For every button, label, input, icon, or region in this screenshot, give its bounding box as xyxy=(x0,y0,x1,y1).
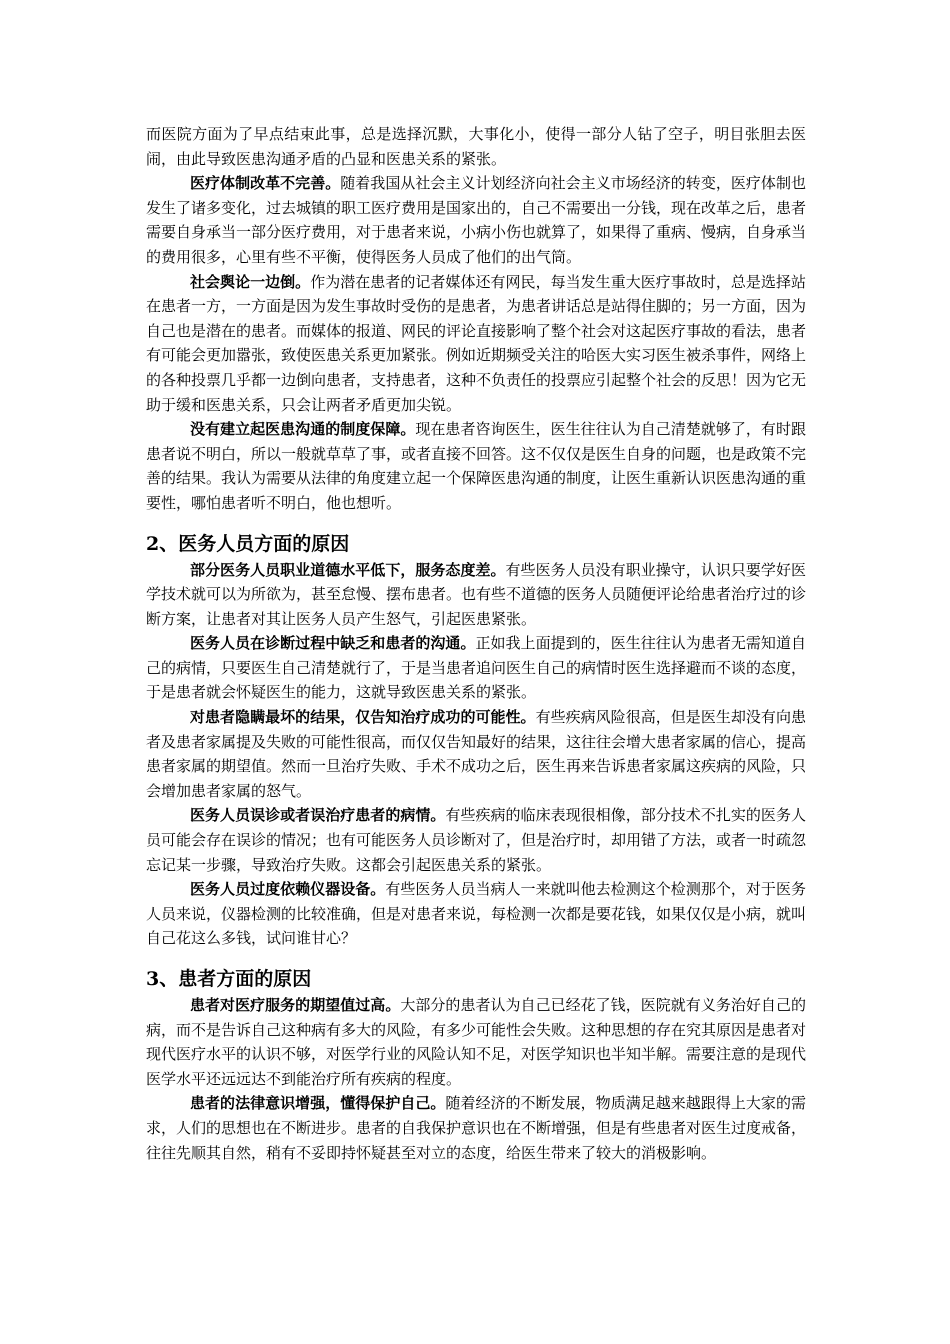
paragraph-lead: 患者的法律意识增强，懂得保护自己。 xyxy=(190,1094,446,1113)
section-heading-medical-staff: 2、医务人员方面的原因 xyxy=(146,532,350,555)
paragraph-legal-awareness xyxy=(146,1091,806,1165)
paragraph-body: 有些医务人员没有职业操守，认识只要学好医学技术就可以为所欲为，甚至怠慢、摆布患者。也有些不道德的医务人员随便评论给患者治疗过的诊断方案，让患者对其让医务人员产生怒气，引起医患紧张。 xyxy=(146,560,807,628)
paragraph-body: 随着我国从社会主义计划经济向社会主义市场经济的转变，医疗体制也发生了诸多变化，过去城镇的职工医疗费用是国家出的，自己不需要出一分钱，现在改革之后，患者需要自身承当一部分医疗费用，对于患者来说，小病小伤也就算了，如果得了重病、慢病，自身承当的费用很多，心里有些不平衡，使得医务人员成了他们的出气筒。 xyxy=(146,174,807,266)
paragraph-body: 正如我上面提到的，医生往往认为患者无需知道自己的病情，只要医生自己清楚就行了，于是当患者追问医生自己的病情时医生选择避而不谈的态度，于是患者就会怀疑医生的能力，这就导致医患关系的紧张。 xyxy=(146,634,807,702)
paragraph-body: 随着经济的不断发展，物质满足越来越跟得上大家的需求，人们的思想也在不断进步。患者的自我保护意识也在不断增强，但是有些患者对医生过度戒备，往往先顺其自然，稍有不妥即持怀疑甚至对立的态度，给医生带来了较大的消极影响。 xyxy=(146,1094,807,1162)
section-spacer xyxy=(146,951,806,965)
paragraph-lead: 没有建立起医患沟通的制度保障。 xyxy=(190,420,416,439)
paragraph-lead: 医务人员误诊或者误治疗患者的病情。 xyxy=(190,806,446,825)
paragraph-lead: 患者对医疗服务的期望值过高。 xyxy=(190,996,401,1014)
paragraph-lead: 社会舆论一边倒。 xyxy=(190,272,311,291)
paragraph-expectations xyxy=(146,993,806,1091)
paragraph-communication-system xyxy=(146,417,806,515)
paragraph-hiding-risk xyxy=(146,705,806,803)
paragraph-lead: 医疗体制改革不完善。 xyxy=(190,174,341,193)
paragraph-healthcare-reform xyxy=(146,171,806,269)
intro-body: 而医院方面为了早点结束此事，总是选择沉默，大事化小，使得一部分人钻了空子，明目张胆去医闹，由此导致医患沟通矛盾的凸显和医患关系的紧张。 xyxy=(146,125,806,168)
paragraph-body: 作为潜在患者的记者媒体还有网民，每当发生重大医疗事故时，总是选择站在患者一方，一方面是因为发生事故时受伤的是患者，为患者讲话总是站得住脚的；另一方面，因为自己也是潜在的患者。而媒体的报道、网民的评论直接影响了整个社会对这起医疗事故的看法，患者有可能会更加嚣张，致使医患关系更加紧张。例如近期频受关注的哈医大实习医生被杀事件，网络上的各种投票几乎都一边倒向患者，支持患者，这种不负责任的投票应引起整个社会的反思！因为它无助于缓和医患关系，只会让两者矛盾更加尖锐。 xyxy=(146,272,807,414)
paragraph-diagnosis-communication xyxy=(146,631,806,705)
section-spacer xyxy=(146,516,806,530)
document-page xyxy=(146,122,806,1165)
paragraph-lead: 医务人员过度依赖仪器设备。 xyxy=(190,880,386,899)
paragraph-lead: 医务人员在诊断过程中缺乏和患者的沟通。 xyxy=(190,634,476,653)
paragraph-public-opinion xyxy=(146,270,806,418)
section-heading-patients: 3、患者方面的原因 xyxy=(146,968,312,990)
paragraph-misdiagnosis xyxy=(146,803,806,877)
paragraph-ethics xyxy=(146,558,806,632)
paragraph-equipment-reliance xyxy=(146,877,806,951)
paragraph-body: 有些疾病的临床表现很相像，部分技术不扎实的医务人员可能会存在误诊的情况；也有可能医务人员诊断对了，但是治疗时，却用错了方法，或者一时疏忽忘记某一步骤，导致治疗失败。这都会引起医患关系的紧张。 xyxy=(146,806,807,874)
paragraph-lead: 部分医务人员职业道德水平低下，服务态度差。 xyxy=(190,560,506,579)
paragraph-body: 大部分的患者认为自己已经花了钱，医院就有义务治好自己的病，而不是告诉自己这种病有多大的风险，有多少可能性会失败。这种思想的存在究其原因是患者对现代医疗水平的认识不够，对医学行业的风险认知不足，对医学知识也半知半解。需要注意的是现代医学水平还远远达不到能治疗所有疾病的程度。 xyxy=(146,996,807,1088)
paragraph-body: 有些疾病风险很高，但是医生却没有向患者及患者家属提及失败的可能性很高，而仅仅告知最好的结果，这往往会增大患者家属的信心，提高患者家属的期望值。然而一旦治疗失败、手术不成功之后，医生再来告诉患者家属这疾病的风险，只会增加患者家属的怒气。 xyxy=(146,708,807,800)
paragraph-lead: 对患者隐瞒最坏的结果，仅告知治疗成功的可能性。 xyxy=(190,708,536,727)
paragraph-body: 有些医务人员当病人一来就叫他去检测这个检测那个，对于医务人员来说，仪器检测的比较准确，但是对患者来说，每检测一次都是要花钱，如果仅仅是小病，就叫自己花这么多钱，试问谁甘心？ xyxy=(146,880,807,948)
intro-paragraph xyxy=(146,122,806,171)
paragraph-body: 现在患者咨询医生，医生往往认为自己清楚就够了，有时跟患者说不明白，所以一般就草草了事，或者直接不回答。这不仅仅是医生自身的问题，也是政策不完善的结果。我认为需要从法律的角度建立起一个保障医患沟通的制度，让医生重新认识医患沟通的重要性，哪怕患者听不明白，他也想听。 xyxy=(146,420,807,512)
